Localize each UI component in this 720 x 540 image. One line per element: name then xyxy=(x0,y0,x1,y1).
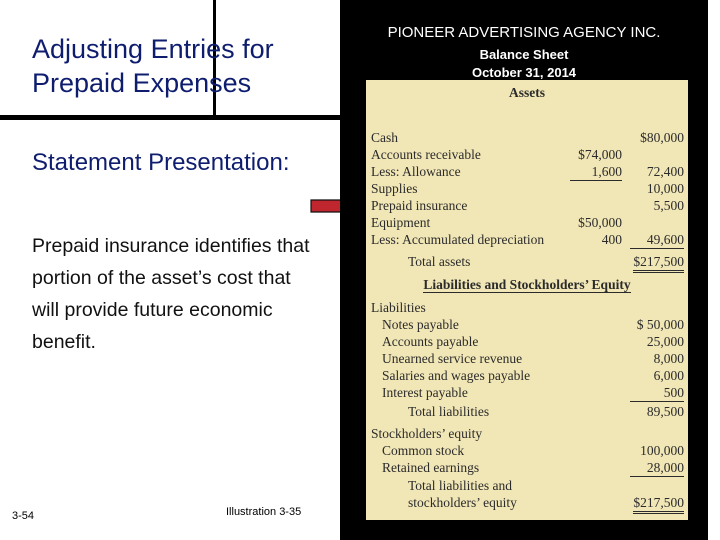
slide-body-text: Prepaid insurance identifies that portion of the asset’s cost that will provide future economic benefit. xyxy=(32,235,310,353)
balance-sheet-paper xyxy=(366,80,688,520)
table-row: Unearned service revenue 8,000 xyxy=(382,351,684,366)
table-row: Accounts payable 25,000 xyxy=(382,334,684,349)
table-row: stockholders’ equity $217,500 xyxy=(366,495,688,512)
company-name: PIONEER ADVERTISING AGENCY INC. xyxy=(387,24,661,41)
assets-heading: Assets xyxy=(509,85,545,100)
illustration-caption: Illustration 3-35 xyxy=(226,506,302,518)
statement-date: October 31, 2014 xyxy=(471,65,577,80)
table-row: Total liabilities and xyxy=(408,478,513,493)
table-row: Equipment $50,000 xyxy=(371,215,622,230)
table-row: Common stock 100,000 xyxy=(382,443,684,458)
table-row: Less: Accumulated depreciation 400 49,600 xyxy=(371,232,684,247)
decorative-rule-horizontal xyxy=(0,115,345,120)
section-label: Liabilities xyxy=(371,300,426,315)
table-row: Accounts receivable $74,000 xyxy=(371,147,622,162)
table-row: Supplies 10,000 xyxy=(371,181,684,196)
table-row: Notes payable $ 50,000 xyxy=(382,317,684,332)
table-row: Total assets $217,500 xyxy=(366,254,688,271)
statement-title: Balance Sheet xyxy=(479,47,569,62)
table-row: Total liabilities 89,500 xyxy=(408,404,684,419)
table-row: Salaries and wages payable 6,000 xyxy=(382,368,684,383)
liabilities-equity-heading: Liabilities and Stockholders’ Equity xyxy=(423,277,631,292)
balance-sheet-header xyxy=(340,0,708,80)
table-row: Retained earnings 28,000 xyxy=(382,460,684,475)
table-row: Prepaid insurance 5,500 xyxy=(371,198,684,213)
table-row: Less: Allowance 1,600 72,400 xyxy=(371,164,684,179)
table-row: Interest payable 500 xyxy=(382,385,684,400)
section-label: Stockholders’ equity xyxy=(371,426,483,441)
slide-number: 3-54 xyxy=(12,510,35,522)
slide-title: Adjusting Entries for Prepaid Expenses xyxy=(32,34,274,98)
panel-bottom-edge xyxy=(366,520,688,540)
slide-subheading: Statement Presentation: xyxy=(32,149,290,176)
table-row: Cash $80,000 xyxy=(371,130,684,145)
